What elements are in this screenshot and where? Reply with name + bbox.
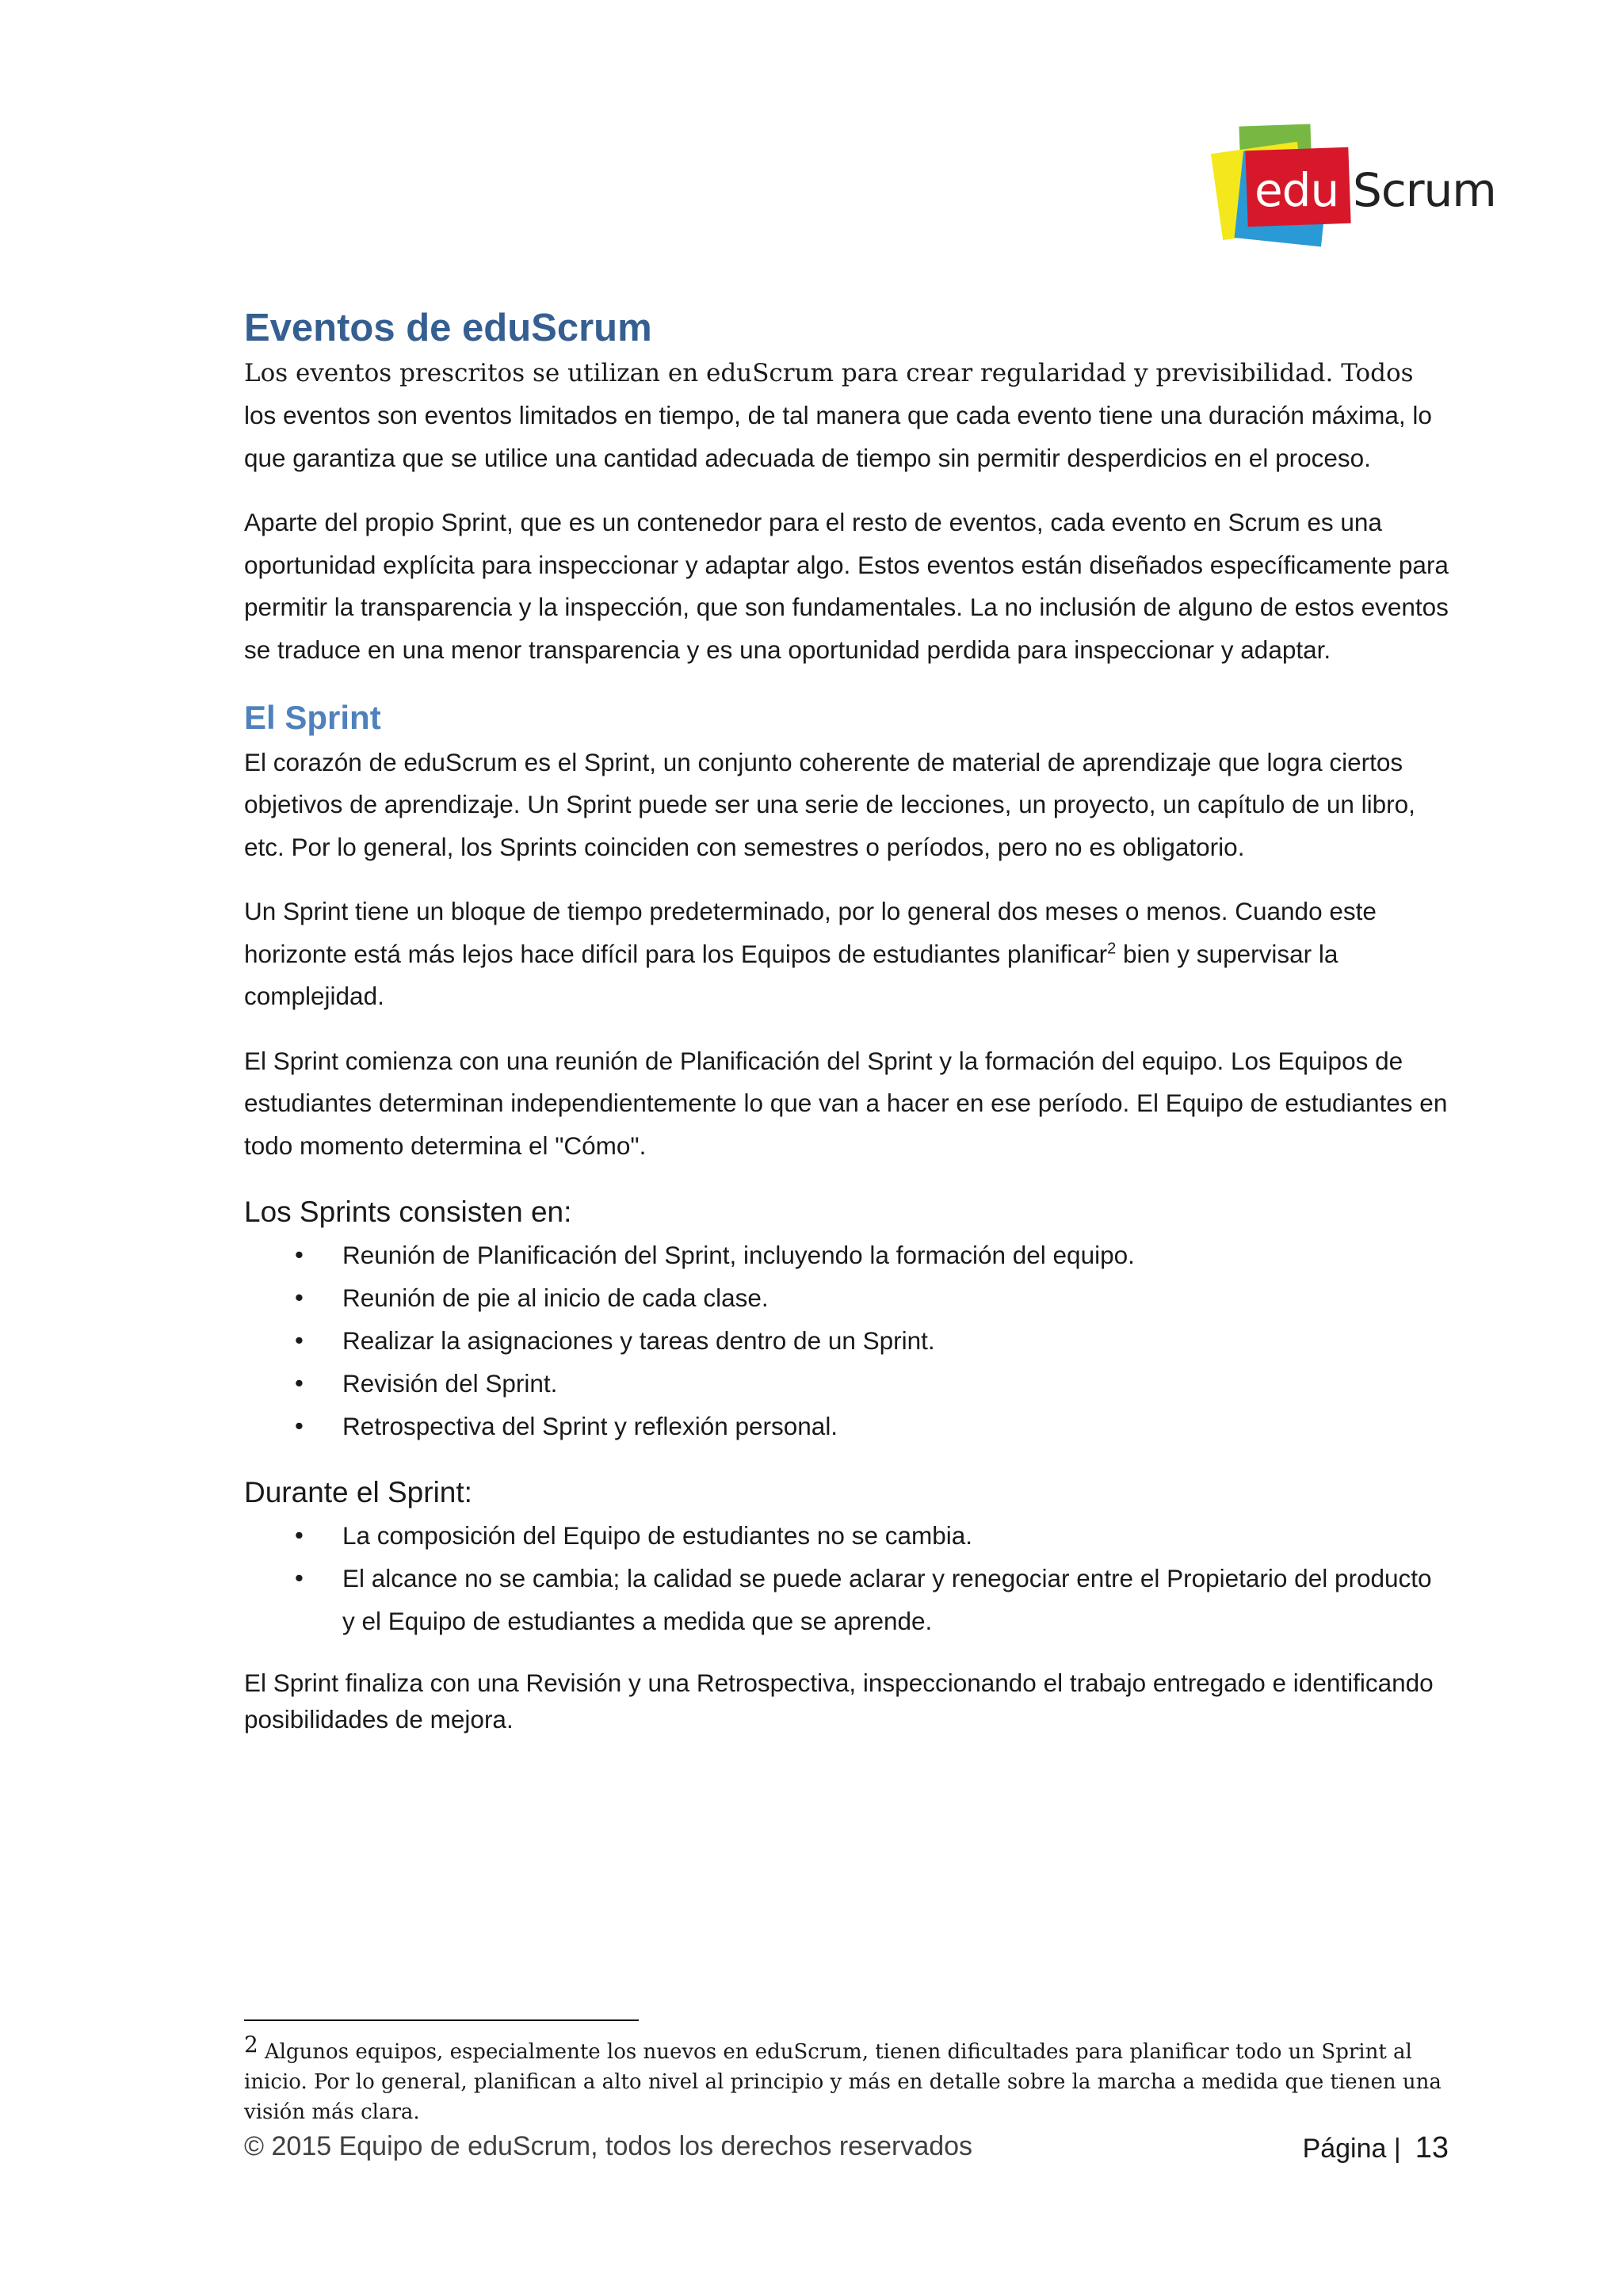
logo-scrum-text: Scrum (1353, 163, 1496, 217)
list-item: • Retrospectiva del Sprint y reflexión personal. (244, 1405, 1449, 1447)
footnote-number: 2 (244, 2031, 258, 2058)
eduscrum-logo (1216, 125, 1496, 252)
list-heading-during: Durante el Sprint: (244, 1476, 472, 1509)
sprint-paragraph-2 (244, 891, 1449, 1018)
copyright-text: © 2015 Equipo de eduScrum, todos los derechos reservados (244, 2131, 973, 2161)
list-item: • La composición del Equipo de estudiantes no se cambia. (244, 1514, 1449, 1557)
section-heading-sprint: El Sprint (244, 699, 381, 737)
footnote (244, 2031, 1449, 2127)
page-number: 13 (1415, 2131, 1449, 2164)
intro-serif-line: Los eventos prescritos se utilizan en eduScrum para crear regularidad y previsibilidad. Todos (244, 358, 1414, 387)
list-heading-consist: Los Sprints consisten en: (244, 1196, 572, 1229)
list-item: • El alcance no se cambia; la calidad se puede aclarar y renegociar entre el Propietario del producto y el Equipo de estudiantes a medida que se aprende. (244, 1557, 1449, 1642)
footnote-reference[interactable]: 2 (1107, 940, 1117, 958)
sprint-paragraph-1: El corazón de eduScrum es el Sprint, un conjunto coherente de material de aprendizaje que logra ciertos objetivos de aprendizaje. Un Sprint puede ser una serie de lecciones, un proyecto, un capítulo de un libro, etc. Por lo general, los Sprints coinciden con semestres o períodos, pero no es obligatorio. (244, 747, 1415, 861)
footnote-separator (244, 2019, 639, 2021)
list-item: • Revisión del Sprint. (244, 1362, 1449, 1405)
page-body (244, 305, 1449, 1737)
sprint-paragraph-3: El Sprint comienza con una reunión de Planificación del Sprint y la formación del equipo. Los Equipos de estudiantes determinan independientemente lo que van a hacer en ese período. El Equipo de estudiantes en todo momento determina el "Cómo". (244, 1046, 1448, 1160)
logo-edu-text: edu (1254, 163, 1339, 217)
list-item: • Reunión de pie al inicio de cada clase. (244, 1276, 1449, 1319)
sprint-p2-text-b: bien y supervisar la complejidad. (244, 939, 1338, 1011)
sprint-rules-list (244, 1514, 1449, 1642)
sprint-p2-text-a: Un Sprint tiene un bloque de tiempo predeterminado, por lo general dos meses o menos. Cuando este horizonte está más lejos hace difícil para los Equipos de estudiantes planificar (244, 897, 1377, 968)
page-footer (244, 2131, 1449, 2171)
list-item: • Reunión de Planificación del Sprint, incluyendo la formación del equipo. (244, 1234, 1449, 1276)
sprint-components-list (244, 1234, 1449, 1447)
intro-rest: los eventos son eventos limitados en tiempo, de tal manera que cada evento tiene una duración máxima, lo que garantiza que se utilice una cantidad adecuada de tiempo sin permitir desperdicios en el proceso. (244, 401, 1432, 472)
sprint-closing-paragraph: El Sprint finaliza con una Revisión y una Retrospectiva, inspeccionando el trabajo entregado e identificando posibilidades de mejora. (244, 1669, 1434, 1734)
page-indicator (1303, 2131, 1449, 2165)
page-title: Eventos de eduScrum (244, 307, 652, 349)
footnote-text: Algunos equipos, especialmente los nuevos en eduScrum, tienen dificultades para planificar todo un Sprint al inicio. Por lo general, planifican a alto nivel al principio y más en detalle sobre la marcha a medida que tienen una visión más clara. (244, 2040, 1442, 2124)
intro-paragraph-2: Aparte del propio Sprint, que es un contenedor para el resto de eventos, cada evento en Scrum es una oportunidad explícita para inspeccionar y adaptar algo. Estos eventos están diseñados específicamente para permitir la transparencia y la inspección, que son fundamentales. La no inclusión de alguno de estos eventos se traduce en una menor transparencia y es una oportunidad perdida para inspeccionar y adaptar. (244, 508, 1449, 664)
page-label: Página | (1302, 2134, 1401, 2164)
list-item: • Realizar la asignaciones y tareas dentro de un Sprint. (244, 1319, 1449, 1362)
intro-paragraph-1 (244, 352, 1449, 480)
